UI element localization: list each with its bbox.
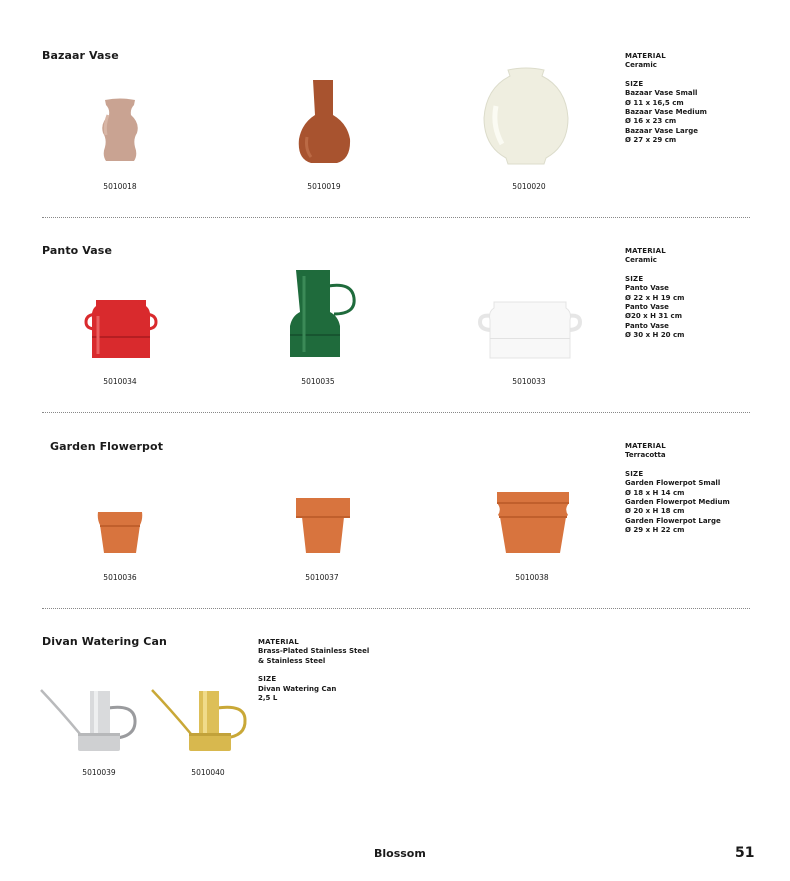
bazaar-vase-small-image [90,95,150,167]
product-code: 5010034 [103,377,137,386]
product-code: 5010038 [515,573,549,582]
section-title-divan-watering-can: Divan Watering Can [42,635,167,648]
product-code: 5010037 [305,573,339,582]
section-divider [42,412,750,413]
spec-block-panto [625,247,684,341]
page-number: 51 [735,845,755,861]
material-value: Ceramic [625,61,657,70]
size-line: Ø 11 x 16,5 cm [625,98,684,107]
size-line: Garden Flowerpot Large [625,516,721,525]
material-value: Ceramic [625,256,657,265]
size-line: Ø 22 x H 19 cm [625,293,685,302]
garden-flowerpot-small-image [94,509,146,557]
size-label: SIZE [625,274,644,283]
product-code: 5010018 [103,182,137,191]
product-code: 5010019 [307,182,341,191]
material-value: Brass-Plated Stainless Steel [258,647,370,656]
size-line: Panto Vase [625,303,669,312]
size-line: Ø 16 x 23 cm [625,117,677,126]
size-line: 2,5 L [258,694,278,703]
size-label: SIZE [258,675,277,684]
size-line: Bazaar Vase Small [625,89,698,98]
product-code: 5010020 [512,182,546,191]
panto-vase-red-image [84,296,158,362]
product-code: 5010039 [82,768,116,777]
size-line: Bazaar Vase Medium [625,108,707,117]
size-label: SIZE [625,469,644,478]
material-label: MATERIAL [625,247,666,255]
material-label: MATERIAL [258,638,299,646]
size-line: Panto Vase [625,284,669,293]
panto-vase-green-image [288,268,358,360]
product-code: 5010036 [103,573,137,582]
product-code: 5010040 [191,768,225,777]
size-line: Ø 18 x H 14 cm [625,488,685,497]
size-line: Garden Flowerpot Small [625,479,721,488]
size-line: Panto Vase [625,321,669,330]
size-line: Bazaar Vase Large [625,126,698,135]
garden-flowerpot-medium-image [294,495,352,557]
footer-brand: Blossom [374,847,426,860]
size-line: Ø 27 x 29 cm [625,136,677,145]
material-label: MATERIAL [625,52,666,60]
divan-watering-can-brass-image [151,688,249,754]
spec-block-bazaar [625,52,707,146]
spec-block-divan [258,638,369,703]
section-title-bazaar-vase: Bazaar Vase [42,49,119,62]
material-value: & Stainless Steel [258,656,326,665]
spec-block-garden [625,442,730,536]
size-line: Ø 29 x H 22 cm [625,526,685,535]
panto-vase-white-image [478,298,582,362]
size-line: Ø20 x H 31 cm [625,312,682,321]
material-value: Terracotta [625,451,666,460]
material-label: MATERIAL [625,442,666,450]
bazaar-vase-large-image [478,66,574,168]
section-divider [42,608,750,609]
size-line: Garden Flowerpot Medium [625,498,730,507]
section-title-garden-flowerpot: Garden Flowerpot [50,440,164,453]
size-label: SIZE [625,79,644,88]
garden-flowerpot-large-image [494,489,572,557]
size-line: Ø 30 x H 20 cm [625,331,685,340]
size-line: Divan Watering Can [258,684,337,693]
divan-watering-can-silver-image [40,688,138,754]
section-divider [42,217,750,218]
section-title-panto-vase: Panto Vase [42,244,113,257]
product-code: 5010035 [301,377,335,386]
size-line: Ø 20 x H 18 cm [625,507,685,516]
product-code: 5010033 [512,377,546,386]
bazaar-vase-medium-image [293,77,357,167]
